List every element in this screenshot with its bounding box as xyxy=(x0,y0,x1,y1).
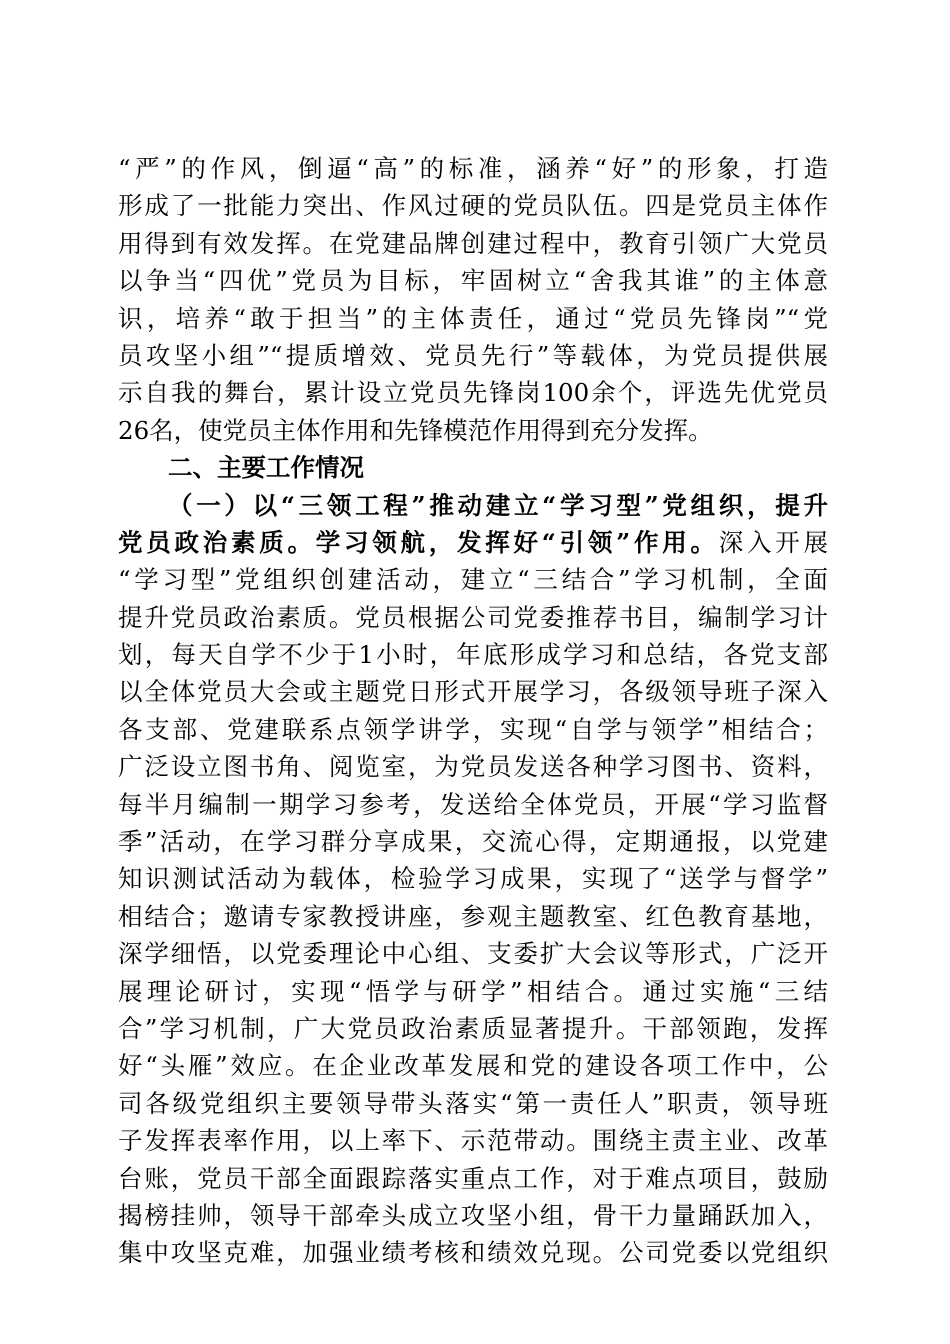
paragraph-line: 员攻坚小组”“提质增效、党员先行”等载体，为党员提供展 xyxy=(118,340,828,370)
body-line: 季”活动，在学习群分享成果，交流心得，定期通报，以党建 xyxy=(118,827,828,857)
body-line: 以全体党员大会或主题党日形式开展学习，各级领导班子深入 xyxy=(118,677,828,707)
paragraph-line: “严”的作风，倒逼“高”的标准，涵养“好”的形象，打造 xyxy=(118,154,828,183)
section-heading: 二、主要工作情况 xyxy=(168,453,364,483)
body-line: 合”学习机制，广大党员政治素质显著提升。干部领跑，发挥 xyxy=(118,1013,828,1043)
body-line: “学习型”党组织创建活动，建立“三结合”学习机制，全面 xyxy=(118,565,828,595)
body-line: 每半月编制一期学习参考，发送给全体党员，开展“学习监督 xyxy=(118,789,828,819)
body-line: 知识测试活动为载体，检验学习成果，实现了“送学与督学” xyxy=(118,864,828,894)
subsection-heading-continued xyxy=(118,524,828,561)
subsection-heading xyxy=(118,487,828,524)
body-line: 子发挥表率作用，以上率下、示范带动。围绕主责主业、改革 xyxy=(118,1126,828,1156)
body-line: 广泛设立图书角、阅览室，为党员发送各种学习图书、资料， xyxy=(118,752,828,782)
body-line: 划，每天自学不少于1小时，年底形成学习和总结，各党支部 xyxy=(118,640,828,670)
paragraph-line: 以争当“四优”党员为目标，牢固树立“舍我其谁”的主体意 xyxy=(118,266,828,296)
paragraph-line: 用得到有效发挥。在党建品牌创建过程中，教育引领广大党员 xyxy=(118,228,828,258)
paragraph-line: 示自我的舞台，累计设立党员先锋岗100余个，评选先优党员 xyxy=(118,378,828,408)
body-line: 台账，党员干部全面跟踪落实重点工作，对于难点项目，鼓励 xyxy=(118,1163,828,1193)
body-line: 集中攻坚克难，加强业绩考核和绩效兑现。公司党委以党组织 xyxy=(118,1238,828,1268)
paragraph-line: 形成了一批能力突出、作风过硬的党员队伍。四是党员主体作 xyxy=(118,191,828,221)
subsection-title-bold: 党员政治素质。学习领航，发挥好“引领”作用。 xyxy=(118,527,719,557)
body-line: 好“头雁”效应。在企业改革发展和党的建设各项工作中，公 xyxy=(118,1051,828,1081)
document-body xyxy=(118,150,828,1272)
body-line: 提升党员政治素质。党员根据公司党委推荐书目，编制学习计 xyxy=(118,602,828,632)
body-line: 相结合；邀请专家教授讲座，参观主题教室、红色教育基地， xyxy=(118,901,828,931)
body-line: 深学细悟，以党委理论中心组、支委扩大会议等形式，广泛开 xyxy=(118,939,828,969)
paragraph-line: 识，培养“敢于担当”的主体责任，通过“党员先锋岗”“党 xyxy=(118,303,828,333)
subsection-title: （一）以“三领工程”推动建立“学习型”党组织，提升 xyxy=(168,490,828,520)
body-line: 展理论研讨，实现“悟学与研学”相结合。通过实施“三结 xyxy=(118,976,828,1006)
paragraph-line: 26名，使党员主体作用和先锋模范作用得到充分发挥。 xyxy=(118,415,713,445)
subsection-text: 深入开展 xyxy=(718,527,828,557)
body-line: 司各级党组织主要领导带头落实“第一责任人”职责，领导班 xyxy=(118,1088,828,1118)
body-line: 揭榜挂帅，领导干部牵头成立攻坚小组，骨干力量踊跃加入， xyxy=(118,1200,828,1230)
body-line: 各支部、党建联系点领学讲学，实现“自学与领学”相结合； xyxy=(118,714,828,744)
